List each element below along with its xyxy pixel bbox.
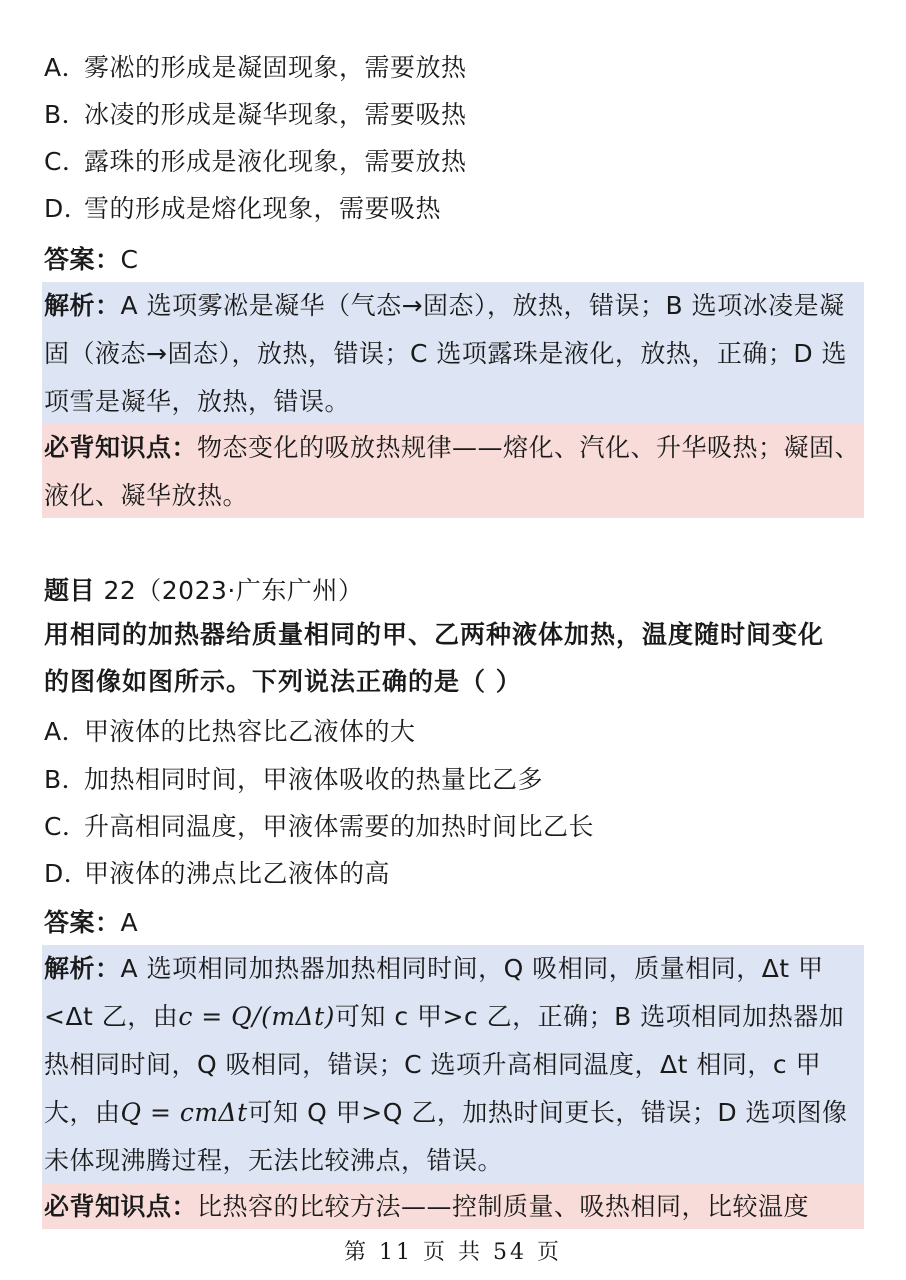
q22-title: 题目 22（2023·广东广州） [44, 576, 364, 605]
formula-heat: Q = cmΔt [120, 1098, 248, 1127]
q22-answer: 答案：A [44, 908, 139, 937]
q21-analysis: 解析：A 选项雾凇是凝华（气态→固态），放热，错误；B 选项冰凌是凝固（液态→固态），放热，错误；C 选项露珠是液化，放热，正确；D 选项雪是凝华，放热，错误。 [44, 291, 848, 416]
q21-analysis-box [42, 282, 864, 424]
q21-knowledge: 必背知识点：物态变化的吸放热规律——熔化、汽化、升华吸热；凝固、液化、凝华放热。 [44, 433, 861, 510]
q21-option-a: A．雾凇的形成是凝固现象，需要放热 [44, 53, 467, 82]
q22-option-d: D．甲液体的沸点比乙液体的高 [44, 859, 391, 888]
q22-option-c: C．升高相同温度，甲液体需要的加热时间比乙长 [44, 812, 595, 841]
q22-knowledge: 必背知识点：比热容的比较方法——控制质量、吸热相同，比较温度 [44, 1192, 810, 1221]
q21-knowledge-box [42, 424, 864, 518]
page-number: 第 11 页 共 54 页 [344, 1240, 562, 1265]
q22-knowledge-box [42, 1183, 864, 1229]
q21-option-d: D．雪的形成是熔化现象，需要吸热 [44, 194, 442, 223]
q22-option-a: A．甲液体的比热容比乙液体的大 [44, 717, 416, 746]
q22-analysis-box [42, 945, 864, 1183]
q22-option-b: B．加热相同时间，甲液体吸收的热量比乙多 [44, 765, 544, 794]
q22-analysis: 解析：A 选项相同加热器加热相同时间，Q 吸相同，质量相同，Δt 甲<Δt 乙，由c = Q/(mΔt)可知 c 甲>c 乙，正确；B 选项相同加热器加热相同时间，Q 吸相同，错误；C 选项升高相同温度，Δt 相同，c 甲大，由Q = cmΔt可知 Q 甲>Q 乙，加热时间更长，错误；D 选项图像未体现沸腾过程，无法比较沸点，错误。 [44, 954, 848, 1175]
q21-option-b: B．冰凌的形成是凝华现象，需要吸热 [44, 100, 467, 129]
q21-answer: 答案：C [44, 245, 139, 274]
q22-question-line2: 的图像如图所示。下列说法正确的是（ ） [44, 667, 522, 696]
q22-question-line1: 用相同的加热器给质量相同的甲、乙两种液体加热，温度随时间变化 [44, 620, 825, 649]
formula-specific-heat: c = Q/(mΔt) [178, 1002, 335, 1031]
q21-option-c: C．露珠的形成是液化现象，需要放热 [44, 147, 467, 176]
